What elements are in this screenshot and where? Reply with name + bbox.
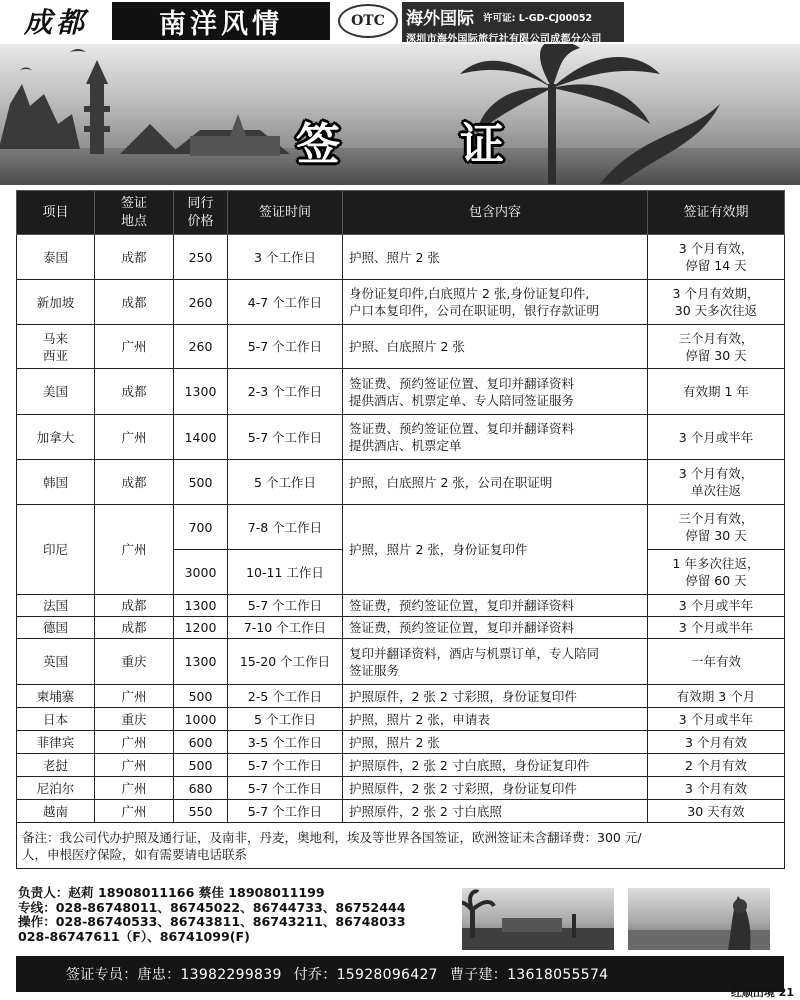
table-row [17, 369, 785, 415]
cell-time: 5 个工作日 [228, 708, 343, 731]
cell-time: 15-20 个工作日 [228, 639, 343, 685]
cell-price: 1300 [174, 595, 228, 617]
cell-location: 广州 [95, 685, 174, 708]
cell-item: 日本 [17, 708, 95, 731]
cell-content: 护照原件，2 张 2 寸彩照，身份证复印件 [343, 777, 648, 800]
cell-location: 广州 [95, 754, 174, 777]
table-row [17, 708, 785, 731]
cell-item: 印尼 [17, 505, 95, 595]
page-title-char-2: 证 [460, 119, 504, 170]
cell-price: 1300 [174, 369, 228, 415]
visa-table [16, 190, 785, 869]
cell-price: 700 [174, 505, 228, 550]
cell-time: 7-10 个工作日 [228, 617, 343, 639]
cell-content: 护照，照片 2 张，身份证复印件 [343, 505, 648, 595]
cell-price: 1200 [174, 617, 228, 639]
cell-validity: 三个月有效， 停留 30 天 [648, 505, 785, 550]
cell-location: 广州 [95, 505, 174, 595]
cell-price: 1300 [174, 639, 228, 685]
cell-price: 500 [174, 460, 228, 505]
cell-price: 500 [174, 685, 228, 708]
cell-validity: 3 个月或半年 [648, 708, 785, 731]
agency-name: 海外国际 [406, 9, 474, 29]
cell-price: 1000 [174, 708, 228, 731]
agency-info [402, 2, 624, 45]
header-validity: 签证有效期 [648, 191, 785, 235]
cell-content: 签证费，预约签证位置，复印并翻译资料 [343, 617, 648, 639]
cell-time: 3 个工作日 [228, 235, 343, 280]
cell-price: 1400 [174, 415, 228, 460]
table-row-indonesia [17, 505, 785, 550]
table-row [17, 325, 785, 369]
cell-content: 护照原件，2 张 2 寸白底照 [343, 800, 648, 823]
cell-location: 广州 [95, 777, 174, 800]
cell-time: 10-11 工作日 [228, 550, 343, 595]
cell-item: 德国 [17, 617, 95, 639]
cell-validity: 2 个月有效 [648, 754, 785, 777]
header-price: 同行 价格 [174, 191, 228, 235]
cell-location: 成都 [95, 617, 174, 639]
agency-branch: 深圳市海外国际旅行社有限公司成都分公司 [406, 34, 602, 45]
cell-time: 5-7 个工作日 [228, 777, 343, 800]
cell-time: 5 个工作日 [228, 460, 343, 505]
table-row [17, 460, 785, 505]
cell-time: 4-7 个工作日 [228, 280, 343, 325]
table-row [17, 280, 785, 325]
footer-specialist-1: 签证专员：唐忠：13982299839 [66, 967, 282, 983]
cell-time: 5-7 个工作日 [228, 800, 343, 823]
cell-location: 重庆 [95, 639, 174, 685]
cell-item: 马来 西亚 [17, 325, 95, 369]
cell-time: 3-5 个工作日 [228, 731, 343, 754]
header-topbar [0, 0, 800, 44]
cell-content: 护照原件，2 张 2 寸彩照，身份证复印件 [343, 685, 648, 708]
footer-bar [16, 956, 784, 992]
header-item: 项目 [17, 191, 95, 235]
cell-content: 签证费、预约签证位置、复印并翻译资料 提供酒店、机票定单 [343, 415, 648, 460]
cell-content: 签证费、预约签证位置、复印并翻译资料 提供酒店、机票定单、专人陪同签证服务 [343, 369, 648, 415]
table-row [17, 731, 785, 754]
otc-logo: OTC [338, 4, 398, 38]
cell-time: 5-7 个工作日 [228, 415, 343, 460]
contact-block [18, 886, 458, 944]
cell-price: 260 [174, 325, 228, 369]
cell-time: 5-7 个工作日 [228, 325, 343, 369]
cell-validity: 3 个月有效期， 30 天多次往返 [648, 280, 785, 325]
cell-content: 签证费，预约签证位置，复印并翻译资料 [343, 595, 648, 617]
header-content: 包含内容 [343, 191, 648, 235]
cell-content: 护照原件，2 张 2 寸白底照，身份证复印件 [343, 754, 648, 777]
brand-title: 南洋风情 [112, 2, 330, 40]
cell-validity: 3 个月或半年 [648, 595, 785, 617]
cell-location: 成都 [95, 595, 174, 617]
cell-item: 英国 [17, 639, 95, 685]
cell-validity: 1 年多次往返， 停留 60 天 [648, 550, 785, 595]
table-row [17, 685, 785, 708]
cell-time: 5-7 个工作日 [228, 595, 343, 617]
footer-specialist-2: 付乔：15928096427 [293, 967, 438, 983]
table-header-row [17, 191, 785, 235]
cell-validity: 一年有效 [648, 639, 785, 685]
visa-table-wrapper [16, 190, 784, 869]
brand-city: 成都 [23, 6, 88, 39]
cell-time: 2-3 个工作日 [228, 369, 343, 415]
cell-content: 护照，照片 2 张 [343, 731, 648, 754]
cell-location: 广州 [95, 800, 174, 823]
cell-location: 成都 [95, 369, 174, 415]
page-title [280, 108, 520, 172]
cell-location: 成都 [95, 280, 174, 325]
contact-operation: 操作：028-86740533、86743811、86743211、86748033 [18, 914, 406, 929]
cell-validity: 有效期 1 年 [648, 369, 785, 415]
table-row [17, 415, 785, 460]
page-number: 红顺出境 21 [730, 986, 794, 999]
cell-time: 7-8 个工作日 [228, 505, 343, 550]
cell-price: 550 [174, 800, 228, 823]
cell-item: 法国 [17, 595, 95, 617]
contact-manager: 负责人：赵莉 18908011166 蔡佳 18908011199 [18, 885, 325, 900]
cell-item: 老挝 [17, 754, 95, 777]
contact-fax: 028-86747611（F）、86741099(F) [18, 928, 250, 944]
table-row [17, 595, 785, 617]
cell-location: 重庆 [95, 708, 174, 731]
cell-item: 新加坡 [17, 280, 95, 325]
photo-resort-image [462, 888, 614, 950]
cell-validity: 3 个月有效 [648, 777, 785, 800]
footer-specialist-3: 曹子建：13618055574 [449, 967, 609, 983]
cell-content: 复印并翻译资料，酒店与机票订单，专人陪同 签证服务 [343, 639, 648, 685]
cell-item: 尼泊尔 [17, 777, 95, 800]
cell-validity: 有效期 3 个月 [648, 685, 785, 708]
header-banner [0, 0, 800, 185]
header-location: 签证 地点 [95, 191, 174, 235]
cell-price: 500 [174, 754, 228, 777]
cell-price: 600 [174, 731, 228, 754]
cell-validity: 30 天有效 [648, 800, 785, 823]
page-title-char-1: 签 [296, 119, 340, 170]
cell-location: 成都 [95, 460, 174, 505]
table-row [17, 754, 785, 777]
cell-time: 2-5 个工作日 [228, 685, 343, 708]
table-row [17, 639, 785, 685]
cell-content: 护照、照片 2 张 [343, 235, 648, 280]
cell-price: 3000 [174, 550, 228, 595]
cell-validity: 三个月有效， 停留 30 天 [648, 325, 785, 369]
cell-location: 成都 [95, 235, 174, 280]
cell-item: 泰国 [17, 235, 95, 280]
table-row [17, 800, 785, 823]
agency-license: 许可证: L-GD-CJ00052 [483, 13, 593, 24]
cell-content: 护照，照片 2 张，申请表 [343, 708, 648, 731]
cell-price: 250 [174, 235, 228, 280]
cell-content: 身份证复印件,白底照片 2 张,身份证复印件, 户口本复印件，公司在职证明，银行存款证明 [343, 280, 648, 325]
cell-item: 韩国 [17, 460, 95, 505]
table-row [17, 617, 785, 639]
cell-price: 260 [174, 280, 228, 325]
cell-location: 广州 [95, 731, 174, 754]
table-row [17, 235, 785, 280]
cell-item: 加拿大 [17, 415, 95, 460]
table-note-row [17, 823, 785, 869]
photo-beach-image [628, 888, 770, 950]
cell-validity: 3 个月或半年 [648, 415, 785, 460]
cell-validity: 3 个月有效 [648, 731, 785, 754]
cell-location: 广州 [95, 325, 174, 369]
cell-content: 护照，白底照片 2 张，公司在职证明 [343, 460, 648, 505]
cell-price: 680 [174, 777, 228, 800]
table-row [17, 777, 785, 800]
cell-validity: 3 个月或半年 [648, 617, 785, 639]
cell-item: 柬埔寨 [17, 685, 95, 708]
table-note: 备注：我公司代办护照及通行证，及南非，丹麦，奥地利，埃及等世界各国签证，欧洲签证未含翻译费：300 元/ 人，申根医疗保险，如有需要请电话联系 [17, 823, 785, 869]
cell-validity: 3 个月有效， 单次往返 [648, 460, 785, 505]
contact-hotline: 专线：028-86748011、86745022、86744733、86752444 [18, 899, 406, 915]
cell-item: 菲律宾 [17, 731, 95, 754]
cell-location: 广州 [95, 415, 174, 460]
cell-content: 护照、白底照片 2 张 [343, 325, 648, 369]
cell-time: 5-7 个工作日 [228, 754, 343, 777]
header-time: 签证时间 [228, 191, 343, 235]
cell-validity: 3 个月有效， 停留 14 天 [648, 235, 785, 280]
cell-item: 美国 [17, 369, 95, 415]
cell-item: 越南 [17, 800, 95, 823]
